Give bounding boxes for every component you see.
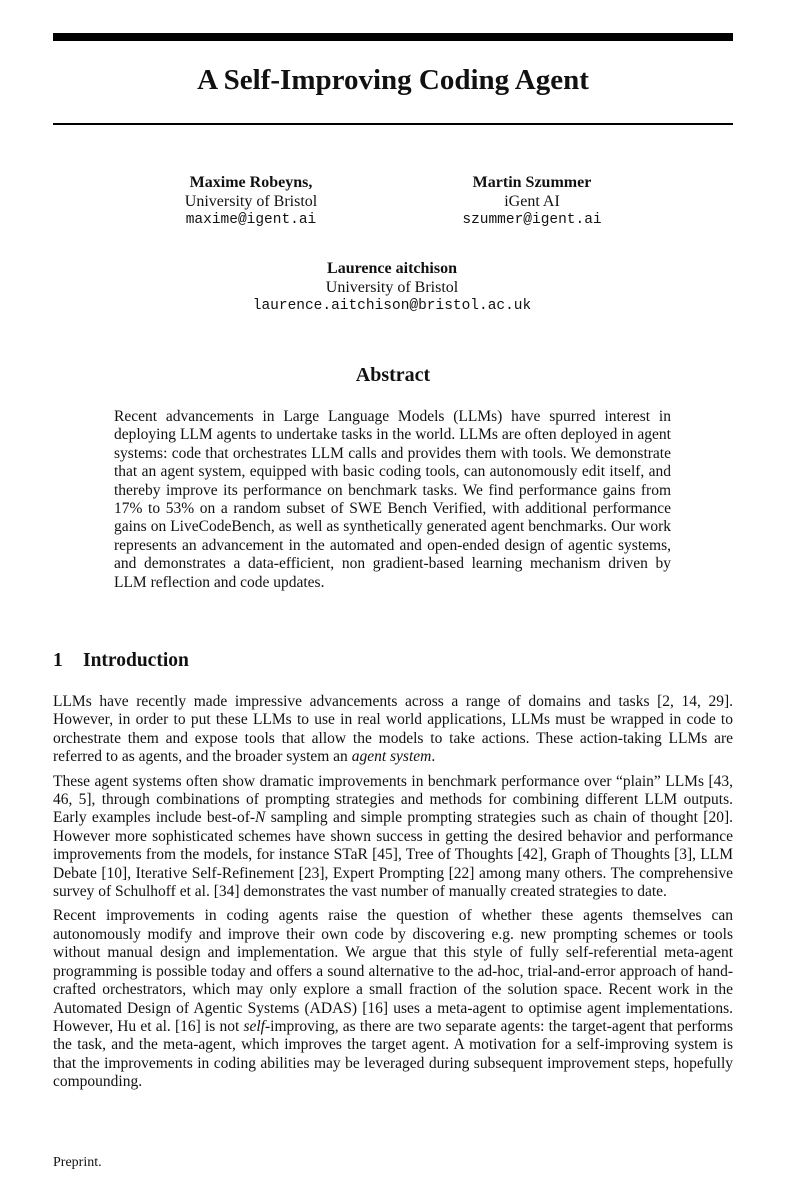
section-title: Introduction (83, 650, 189, 671)
body-text (53, 693, 733, 1098)
author-block (192, 259, 592, 316)
emphasis: agent system (351, 748, 432, 766)
author-affiliation: University of Bristol (184, 193, 318, 210)
author-block (131, 173, 371, 230)
paper-title: A Self-Improving Coding Agent (197, 64, 589, 96)
paragraph-text: These agent systems often show dramatic improvements in benchmark performance over “plain” LLMs [43, 46, 5], through combinations of prompting strategies and methods for combining different LLM outputs. Early examples include best-of- (53, 772, 733, 827)
paragraph (53, 693, 733, 767)
author-email: szummer@igent.ai (462, 212, 602, 228)
emphasis: self (243, 1017, 265, 1035)
abstract-heading: Abstract (355, 364, 431, 386)
author-email: laurence.aitchison@bristol.ac.uk (252, 298, 532, 314)
paragraph-text: -improving, as there are two separate agents: the target-agent that performs the task, and the meta-agent, which improves the target agent. A motivation for a self-improving system is that the improvements in coding abilities may be leveraged during subsequent improvement steps, hopefully compounding. (53, 1017, 733, 1091)
author-block (412, 173, 652, 230)
paragraph (53, 907, 733, 1091)
emphasis: N (255, 809, 266, 827)
author-affiliation: University of Bristol (325, 279, 459, 296)
footer-note: Preprint. (53, 1155, 102, 1170)
paragraph-text: LLMs have recently made impressive advancements across a range of domains and tasks [2, 14, 29]. However, in order to put these LLMs to use in real world applications, LLMs must be wrapped in code to orchestrate them and expose tools that allow the models to take actions. These action-taking LLMs are referred to as agents, and the broader system an (53, 693, 733, 766)
paragraph (53, 773, 733, 902)
author-name: Laurence aitchison (327, 260, 457, 277)
author-affiliation: iGent AI (504, 193, 560, 210)
author-name: Martin Szummer (472, 174, 592, 191)
abstract-text: Recent advancements in Large Language Models (LLMs) have spurred interest in deploying LLM agents to undertake tasks in the world. LLMs are often deployed in agent systems: code that orchestrates LLM calls and provides them with tools. We demonstrate that an agent system, equipped with basic coding tools, can autonomously edit itself, and thereby improve its performance on benchmark tasks. We find performance gains from 17% to 53% on a random subset of SWE Bench Verified, with additional performance gains on LiveCodeBench, as well as synthetically generated agent benchmarks. Our work represents an advancement in the automated and open-ended design of agentic systems, and demonstrates a data-efficient, non gradient-based learning mechanism driven by LLM reflection and code updates. (114, 408, 671, 591)
paragraph-text: . (431, 748, 436, 766)
paragraph-text: Recent improvements in coding agents raise the question of whether these agents themselves can autonomously modify and improve their own code by discovering e.g. new prompting schemes or tools without manual design and implementation. We argue that this style of fully self-referential meta-agent programming is possible today and offers a sound alternative to the ad-hoc, trial-and-error approach of hand-crafted orchestrators, which may only explore a small fraction of the solution space. Recent work in the Automated Design of Agentic Systems (ADAS) [16] uses a meta-agent to optimise agent implementations. However, Hu et al. [16] is not (53, 907, 733, 1035)
author-name: Maxime Robeyns, (189, 174, 313, 191)
author-email: maxime@igent.ai (185, 212, 317, 228)
title-bottom-rule (53, 123, 733, 125)
paragraph-text: sampling and simple prompting strategies such as chain of thought [20]. However more sophisticated schemes have shown success in getting the desired behavior and performance improvements from the models, for instance STaR [45], Tree of Thoughts [42], Graph of Thoughts [3], LLM Debate [10], Iterative Self-Refinement [23], Expert Prompting [22] among many others. The comprehensive survey of Schulhoff et al. [34] demonstrates the vast number of manually created strategies to date. (53, 809, 733, 901)
section-heading (53, 649, 189, 673)
section-number: 1 (53, 650, 63, 671)
title-top-rule (53, 33, 733, 41)
